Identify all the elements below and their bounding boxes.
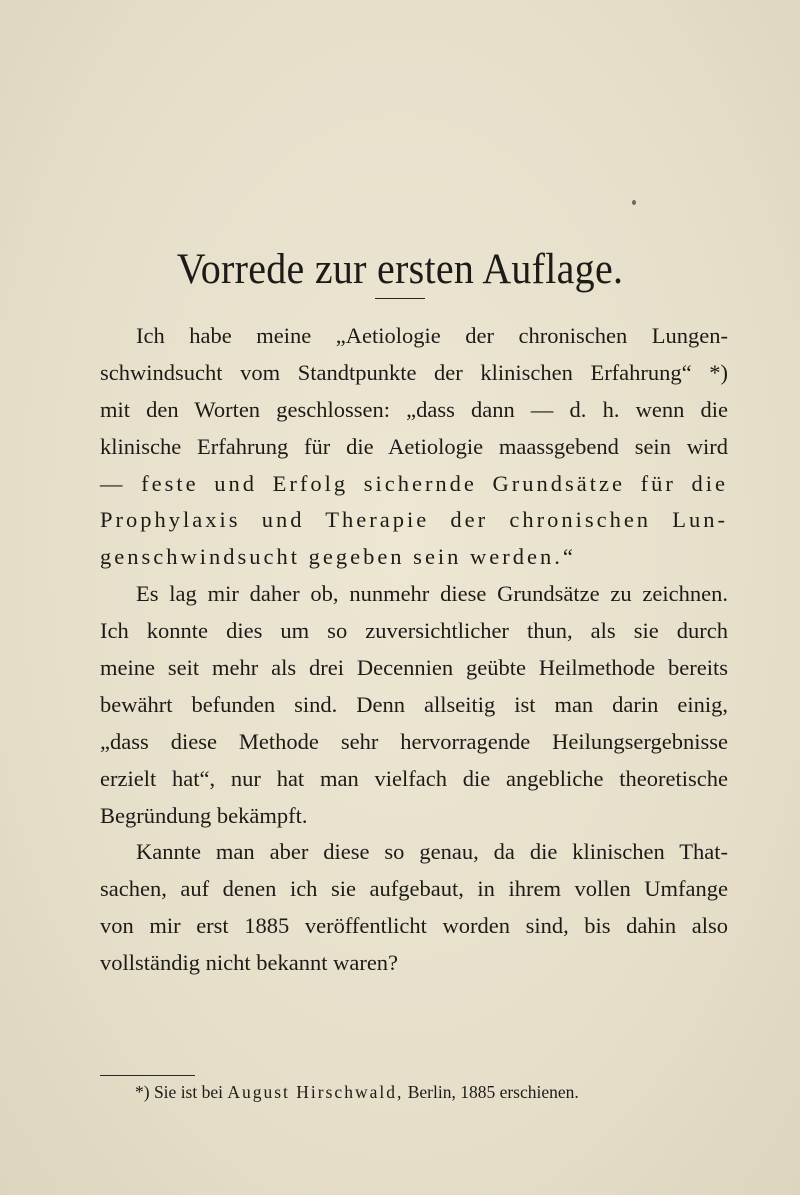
title-rule [375, 298, 425, 299]
text-line: von mir erst 1885 veröffentlicht worden sind, bis dahin also [100, 913, 728, 939]
footnote-marker: *) [135, 1082, 150, 1102]
text-line: — feste und Erfolg sichernde Grundsätze für die [100, 470, 728, 496]
text-line: meine seit mehr als drei Decennien geübte Heilmethode bereits [100, 655, 728, 681]
text-line: vollständig nicht bekannt waren? [100, 950, 399, 976]
footnote [135, 1080, 579, 1104]
text-line: Ich konnte dies um so zuversichtlicher thun, als sie durch [100, 618, 728, 644]
text-line: bewährt befunden sind. Denn allseitig ist man darin einig, [100, 691, 728, 717]
text-line: Ich habe meine „Aetiologie der chronischen Lungen- [136, 323, 728, 348]
body-text [100, 318, 728, 982]
paper-speck [632, 200, 636, 205]
text-line: klinische Erfahrung für die Aetiologie maassgebend sein wird [100, 433, 728, 459]
text-line: Kannte man aber diese so genau, da die klinischen That- [136, 839, 728, 865]
text-line: mit den Worten geschlossen: „dass dann — d. h. wenn die [100, 396, 728, 422]
text-line: Es lag mir daher ob, nunmehr diese Grundsätze zu zeichnen. [136, 581, 728, 607]
text-line: „dass diese Methode sehr hervorragende Heilungsergebnisse [100, 728, 728, 754]
text-line: schwindsucht vom Standtpunkte der klinischen Erfahrung“ *) [100, 359, 728, 385]
footnote-text: Sie ist bei [153, 1082, 223, 1102]
footnote-publisher: August Hirschwald, [227, 1082, 404, 1102]
text-line: Prophylaxis und Therapie der chronischen Lun- [100, 507, 728, 533]
text-line: Begründung bekämpft. [100, 802, 308, 828]
text-line: genschwindsucht gegeben sein werden.“ [100, 544, 576, 570]
text-line: erzielt hat“, nur hat man vielfach die angebliche theoretische [100, 765, 728, 791]
text-line: sachen, auf denen ich sie aufgebaut, in ihrem vollen Umfange [100, 876, 728, 902]
page-title: Vorrede zur ersten Auflage. [176, 246, 624, 293]
footnote-text: Berlin, 1885 erschienen. [407, 1082, 579, 1102]
footnote-rule [100, 1075, 195, 1076]
